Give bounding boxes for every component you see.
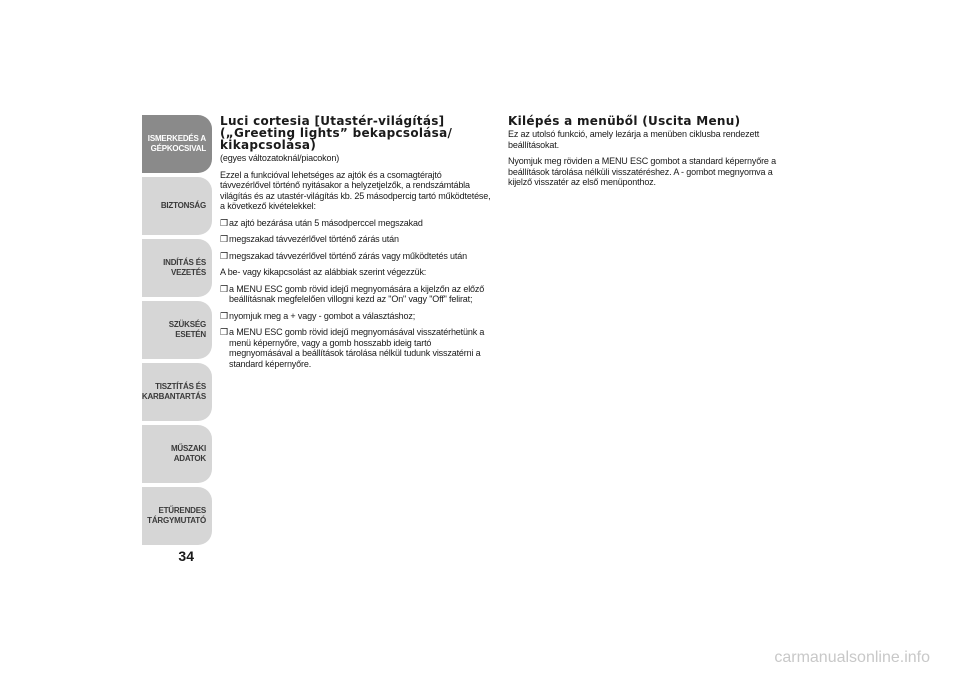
list-item (220, 251, 492, 262)
tab-ismerkedes[interactable] (142, 115, 212, 173)
list-item (220, 327, 492, 369)
tab-label: SZÜKSÉG ESETÉN (168, 320, 206, 339)
chapter-sidebar (142, 115, 212, 549)
checkbox-bullet-icon: ❒ (220, 283, 228, 294)
section-heading: Luci cortesia [Utastér-világítás] („Greeting lights” bekapcsolása/ kikapcsolása) (220, 114, 453, 152)
tab-inditas[interactable] (142, 239, 212, 297)
list-item (220, 284, 492, 305)
list-item (220, 234, 492, 245)
paragraph: Nyomjuk meg röviden a MENU ESC gombot a standard képernyőre a beállítások tárolása nélküli visszatéréshez. A - gombot megnyomva a kijelző visszatér az első menüponthoz. (508, 156, 776, 187)
tab-label: MŰSZAKI ADATOK (170, 444, 206, 463)
list-item (220, 218, 492, 229)
intro-paragraph: Ezzel a funkcióval lehetséges az ajtók és a csomagtérajtó távvezérlővel történő nyitásakor a helyzetjelzők, a rendszámtábla világítás és az utastér-világítás kb. 25 másodpercig tartó működtetése, a következő kivételekkel: (220, 169, 491, 211)
section-heading: Kilépés a menüből (Uscita Menu) (508, 114, 741, 128)
checkbox-bullet-icon: ❒ (220, 234, 228, 244)
tab-label: TISZTÍTÁS ÉS KARBANTARTÁS (141, 382, 207, 401)
list-item-text: nyomjuk meg a + vagy - gombot a választáshoz; (229, 310, 416, 321)
variant-note: (egyes változatoknál/piacokon) (220, 153, 340, 163)
steps-intro: A be- vagy kikapcsolást az alábbiak szerint végezzük: (220, 267, 427, 277)
list-item-text: a MENU ESC gomb rövid idejű megnyomásával visszatérhetünk a menü képernyőre, vagy a gomb hosszabb ideig tartó megnyomásával a beállítások tárolása nélkül tudunk visszatérni a standard képernyőre. (229, 327, 485, 369)
tab-biztonsag[interactable] (142, 177, 212, 235)
tab-szukseg[interactable] (142, 301, 212, 359)
list-item-text: megszakad távvezérlővel történő zárás vagy működtetés után (229, 250, 467, 261)
tab-muszaki[interactable] (142, 425, 212, 483)
checkbox-bullet-icon: ❒ (220, 310, 228, 321)
page-number: 34 (178, 548, 194, 564)
paragraph: Ez az utolsó funkció, amely lezárja a menüben ciklusba rendezett beállításokat. (508, 129, 760, 150)
checkbox-bullet-icon: ❒ (220, 217, 228, 228)
tab-label: ISMERKEDÉS A GÉPKOCSIVAL (147, 134, 206, 153)
checkbox-bullet-icon: ❒ (220, 250, 228, 261)
right-column (508, 115, 780, 194)
left-column (220, 115, 492, 375)
list-item-text: az ajtó bezárása után 5 másodperccel megszakad (229, 217, 423, 228)
list-item-text: a MENU ESC gomb rövid idejű megnyomására a kijelzőn az előző beállításnak megfelelően villogni kezd az "On" vagy "Off" felirat; (229, 283, 485, 304)
tab-label: ETŰRENDES TÁRGYMUTATÓ (147, 506, 206, 525)
watermark: carmanualsonline.info (774, 649, 930, 666)
tab-label: INDÍTÁS ÉS VEZETÉS (163, 258, 206, 277)
checkbox-bullet-icon: ❒ (220, 327, 228, 337)
tab-label: BIZTONSÁG (160, 201, 206, 210)
tab-tisztitas[interactable] (142, 363, 212, 421)
list-item-text: megszakad távvezérlővel történő zárás után (229, 234, 399, 244)
list-item (220, 311, 492, 322)
tab-targymutato[interactable] (142, 487, 212, 545)
